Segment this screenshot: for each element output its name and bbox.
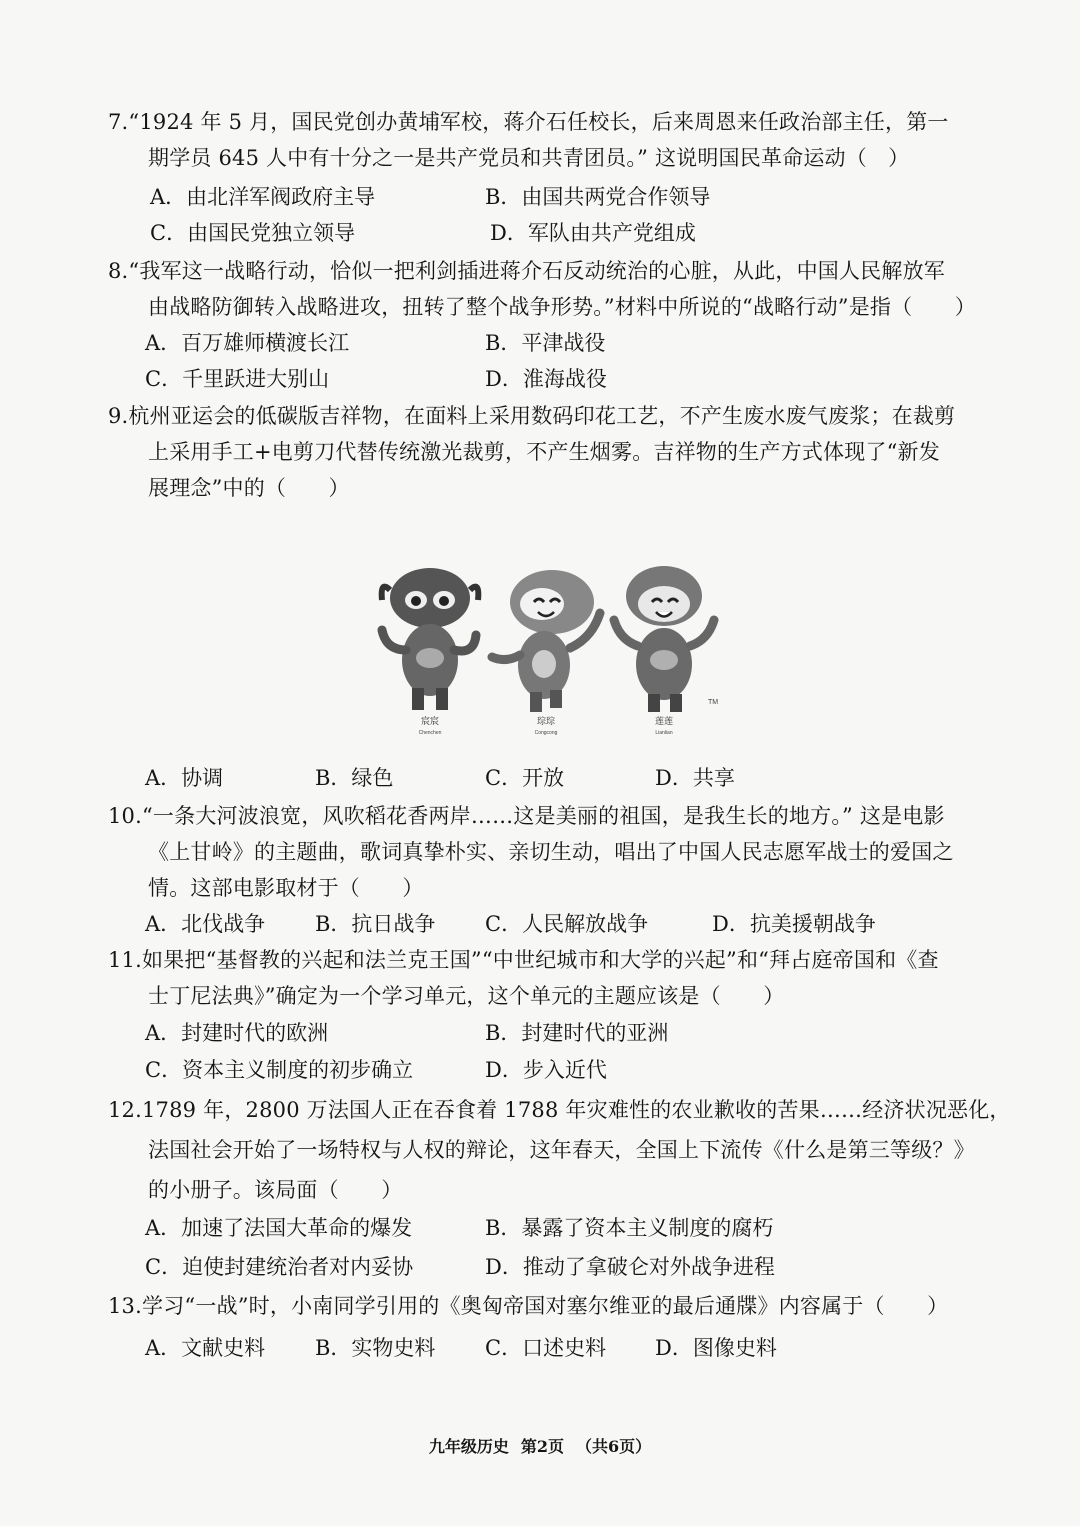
mascot-subname: Lianlian <box>655 730 673 736</box>
option-a: A．北伐战争 <box>145 912 266 936</box>
option-a: A．封建时代的欧洲 <box>145 1021 329 1045</box>
question-7-options <box>140 179 940 251</box>
question-text-line: 的小册子。该局面（ ） <box>148 1178 403 1202</box>
question-text-line: 法国社会开始了一场特权与人权的辩论，这年春天，全国上下流传《什么是第三等级？》 <box>148 1138 975 1162</box>
footer-page-number: 第2页 <box>520 1437 564 1456</box>
option-a: A．百万雄师横渡长江 <box>145 331 350 355</box>
question-8-options <box>140 325 940 397</box>
question-8 <box>108 253 988 325</box>
option-a: A．由北洋军阀政府主导 <box>150 185 376 209</box>
question-13-options <box>140 1330 940 1366</box>
question-13 <box>108 1288 988 1324</box>
mascot-name: 宸宸 <box>420 717 440 727</box>
option-b: B．实物史料 <box>315 1336 436 1360</box>
question-12 <box>108 1090 1011 1210</box>
question-text-line: 士丁尼法典》”确定为一个学习单元，这个单元的主题应该是（ ） <box>148 984 785 1008</box>
question-text-line: 《上甘岭》的主题曲，歌词真挚朴实、亲切生动，唱出了中国人民志愿军战士的爱国之 <box>148 840 954 864</box>
option-b: B．抗日战争 <box>315 912 436 936</box>
question-10 <box>108 798 988 906</box>
question-11-options <box>140 1015 940 1087</box>
mascot-chenchen <box>382 568 479 710</box>
question-text-line: 13.学习“一战”时，小南同学引用的《奥匈帝国对塞尔维亚的最后通牒》内容属于（ ） <box>108 1294 949 1318</box>
option-b: B．平津战役 <box>485 331 606 355</box>
option-d: D．步入近代 <box>485 1058 607 1082</box>
mascot-congcong <box>492 570 600 712</box>
question-text-line: 7.“1924 年 5 月，国民党创办黄埔军校，蒋介石任校长，后来周恩来任政治部主任，第一 <box>108 110 949 134</box>
option-a: A．加速了法国大革命的爆发 <box>145 1216 413 1240</box>
question-7 <box>108 104 988 176</box>
option-d: D．共享 <box>655 766 735 790</box>
question-text-line: 上采用手工+电剪刀代替传统激光裁剪，不产生烟雾。吉祥物的生产方式体现了“新发 <box>148 440 940 464</box>
option-c: C．迫使封建统治者对内妥协 <box>145 1255 414 1279</box>
footer-total-pages: （共6页） <box>576 1437 652 1456</box>
option-d: D．图像史料 <box>655 1336 777 1360</box>
mascot-name: 琮琮 <box>536 717 556 727</box>
option-c: C．由国民党独立领导 <box>150 221 356 245</box>
question-9-options <box>140 760 940 796</box>
question-11 <box>108 942 988 1014</box>
option-c: C．资本主义制度的初步确立 <box>145 1058 414 1082</box>
mascot-subname: Congcong <box>534 730 558 736</box>
question-text-line: 期学员 645 人中有十分之一是共产党员和共青团员。” 这说明国民革命运动（ ） <box>148 146 910 170</box>
question-text-line: 由战略防御转入战略进攻，扭转了整个战争形势。”材料中所说的“战略行动”是指（ ） <box>148 295 976 319</box>
question-text-line: 12.1789 年，2800 万法国人正在吞食着 1788 年灾难性的农业歉收的苦果……经济状况恶化， <box>108 1098 1011 1122</box>
trademark-mark: TM <box>708 699 719 706</box>
option-d: D．抗美援朝战争 <box>712 912 876 936</box>
asian-games-mascots-figure <box>372 560 732 740</box>
page-footer <box>0 1434 1080 1457</box>
option-c: C．人民解放战争 <box>485 912 649 936</box>
question-text-line: 展理念”中的（ ） <box>148 476 350 500</box>
footer-grade-subject: 九年级历史 <box>428 1437 509 1456</box>
option-d: D．推动了拿破仑对外战争进程 <box>485 1255 775 1279</box>
option-b: B．暴露了资本主义制度的腐朽 <box>485 1216 774 1240</box>
option-b: B．由国共两党合作领导 <box>485 185 711 209</box>
question-12-options <box>140 1210 940 1290</box>
option-b: B．封建时代的亚洲 <box>485 1021 669 1045</box>
option-d: D．军队由共产党组成 <box>490 221 696 245</box>
question-10-options <box>140 906 940 942</box>
mascot-lianlian <box>614 566 714 712</box>
option-d: D．淮海战役 <box>485 367 607 391</box>
question-text-line: 9.杭州亚运会的低碳版吉祥物，在面料上采用数码印花工艺，不产生废水废气废浆；在裁剪 <box>108 404 956 428</box>
mascot-name: 莲莲 <box>654 717 674 727</box>
question-9 <box>108 398 988 506</box>
question-text-line: 10.“一条大河波浪宽，风吹稻花香两岸……这是美丽的祖国，是我生长的地方。” 这是电影 <box>108 804 945 828</box>
question-text-line: 8.“我军这一战略行动，恰似一把利剑插进蒋介石反动统治的心脏，从此，中国人民解放军 <box>108 259 945 283</box>
option-c: C．开放 <box>485 766 565 790</box>
question-text-line: 情。这部电影取材于（ ） <box>148 876 424 900</box>
mascot-subname: Chenchen <box>418 730 442 736</box>
question-text-line: 11.如果把“基督教的兴起和法兰克王国”“中世纪城市和大学的兴起”和“拜占庭帝国和《查 <box>108 948 939 972</box>
option-c: C．千里跃进大别山 <box>145 367 330 391</box>
option-a: A．文献史料 <box>145 1336 266 1360</box>
option-c: C．口述史料 <box>485 1336 607 1360</box>
option-b: B．绿色 <box>315 766 394 790</box>
option-a: A．协调 <box>145 766 224 790</box>
